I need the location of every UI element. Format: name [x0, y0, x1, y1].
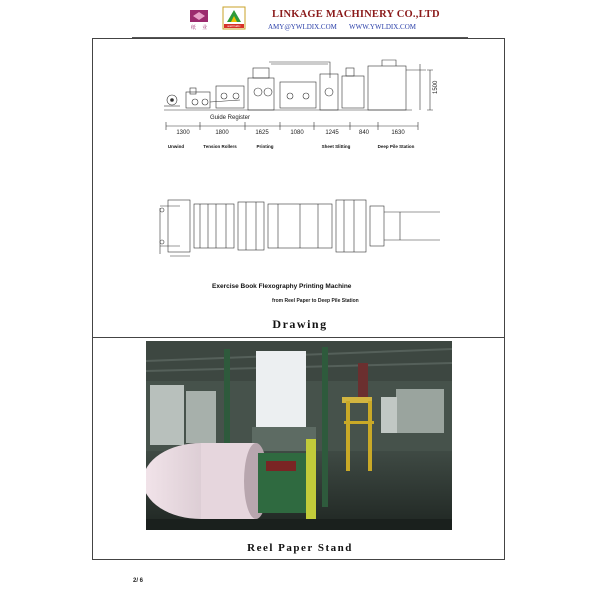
side-elevation-view — [164, 60, 433, 130]
plan-view — [160, 200, 440, 256]
dimension-label: 1300 — [176, 130, 190, 136]
dimension-label: 1800 — [215, 130, 229, 136]
page-number: 2/ 6 — [133, 578, 144, 584]
stage-labels — [168, 144, 415, 149]
dimension-label: 1080 — [290, 130, 304, 136]
stage-label-printing: Printing — [256, 144, 274, 149]
logo-right-caption: wellmatic — [227, 24, 241, 29]
stage-label-unwind: Unwind — [167, 144, 185, 149]
stage-label-deep-pile: Deep Pile Station — [377, 144, 415, 149]
company-email[interactable]: AMY@YWLDIX.COM — [268, 23, 337, 31]
machine-title: Exercise Book Flexography Printing Machine — [212, 283, 352, 290]
stage-label-sheet-slitting: Sheet Slitting — [321, 144, 351, 149]
stage-label-tension-rollers: Tension Rollers — [203, 144, 237, 149]
photo-caption: Reel Paper Stand — [247, 542, 353, 554]
height-dimension-label: 1500 — [433, 80, 439, 94]
dimension-label: 1625 — [255, 130, 269, 136]
dimension-label: 840 — [358, 130, 370, 136]
company-logo-right — [222, 6, 246, 30]
section-divider — [92, 337, 505, 338]
company-website[interactable]: WWW.YWLDIX.COM — [349, 23, 417, 31]
logo-left-caption: 纸 业 — [190, 25, 208, 30]
dimension-label: 1630 — [391, 130, 405, 136]
machine-drawing — [150, 50, 450, 280]
company-logo-left — [186, 8, 212, 30]
company-name: LINKAGE MACHINERY CO.,LTD — [272, 9, 440, 20]
guide-register-label: Guide Register — [210, 115, 251, 121]
dimension-label: 1245 — [325, 130, 339, 136]
factory-photo — [146, 341, 452, 530]
machine-subtitle: from Reel Paper to Deep Pile Station — [272, 298, 359, 304]
dimension-labels — [176, 130, 405, 136]
drawing-caption: Drawing — [272, 317, 328, 331]
